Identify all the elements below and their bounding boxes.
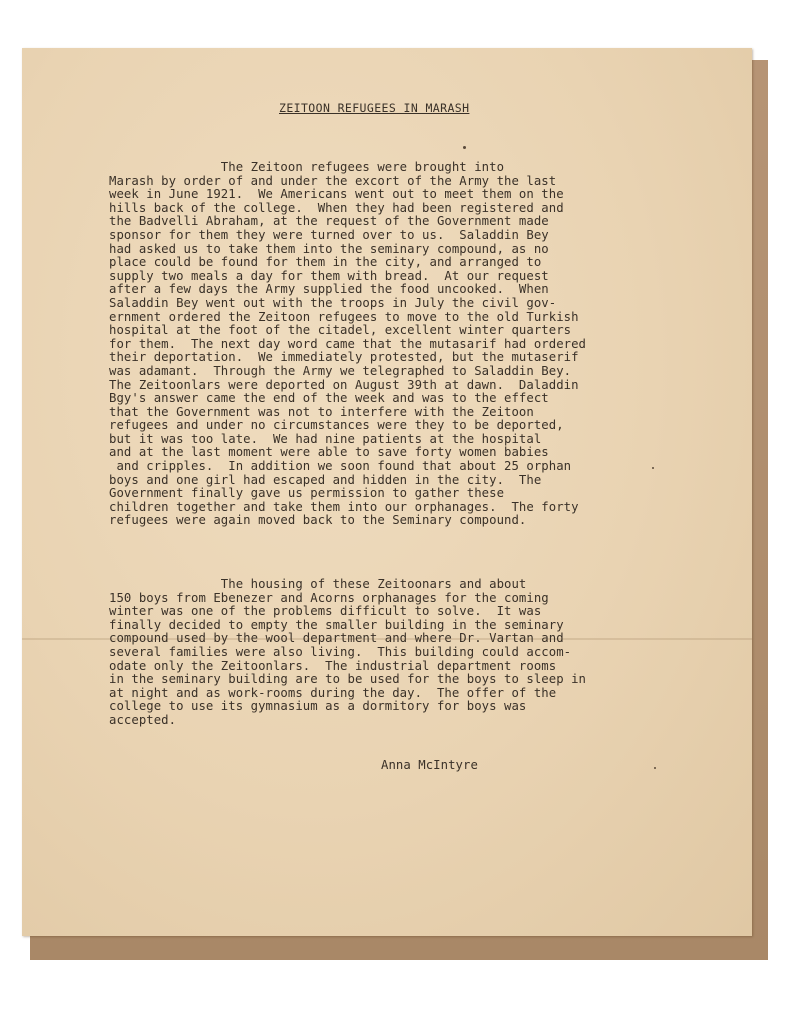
document-title: ZEITOON REFUGEES IN MARASH — [279, 101, 470, 115]
paragraph-1-line: Saladdin Bey went out with the troops in July the civil gov- — [109, 295, 557, 310]
paragraph-1-line: week in June 1921. We Americans went out to meet them on the — [109, 187, 564, 202]
paragraph-2-line: in the seminary building are to be used for the boys to sleep in — [109, 672, 587, 687]
paragraph-1-line: and at the last moment were able to save forty women babies — [109, 445, 549, 460]
paragraph-1-line: but it was too late. We had nine patients at the hospital — [109, 431, 542, 446]
paragraph-1-line: place could be found for them in the city, and arranged to — [109, 255, 542, 270]
paragraph-2-line: at night and as work-rooms during the day. The offer of the — [109, 685, 557, 700]
paragraph-2-line: several families were also living. This building could accom- — [109, 644, 572, 659]
ink-speck — [652, 467, 654, 469]
paragraph-1-line: supply two meals a day for them with bread. At our request — [109, 268, 549, 283]
paragraph-1-line: the Badvelli Abraham, at the request of the Government made — [109, 214, 549, 229]
paragraph-1-line: The Zeitoon refugees were brought into — [109, 160, 505, 174]
paragraph-1-line: and cripples. In addition we soon found that about 25 orphan — [109, 459, 572, 474]
paragraph-1-line: refugees were again moved back to the Seminary compound. — [109, 513, 527, 528]
signature: Anna McIntyre — [381, 758, 478, 772]
paragraph-1-line: The Zeitoonlars were deported on August 39th at dawn. Daladdin — [109, 377, 579, 392]
paragraph-1-line: refugees and under no circumstances were they to be deported, — [109, 418, 564, 433]
paragraph-2-line: finally decided to empty the smaller building in the seminary — [109, 617, 564, 632]
paragraph-1-line: their deportation. We immediately protested, but the mutaserif — [109, 350, 579, 365]
paragraph-1-line: Marash by order of and under the excort of the Army the last — [109, 173, 557, 188]
paragraph-2-line: compound used by the wool department and where Dr. Vartan and — [109, 631, 564, 646]
paragraph-1-line: Bgy's answer came the end of the week and was to the effect — [109, 391, 549, 406]
paragraph-1-line: that the Government was not to interfere with the Zeitoon — [109, 404, 534, 419]
paragraph-1-line: for them. The next day word came that the mutasarif had ordered — [109, 336, 587, 351]
paragraph-2-line: 150 boys from Ebenezer and Acorns orphanages for the coming — [109, 590, 549, 605]
paragraph-1 — [109, 161, 586, 528]
paragraph-2 — [109, 578, 586, 728]
paragraph-1-line: Government finally gave us permission to gather these — [109, 486, 505, 501]
paragraph-1-line: had asked us to take them into the seminary compound, as no — [109, 241, 549, 256]
paragraph-2-line: The housing of these Zeitoonars and about — [109, 577, 527, 591]
paragraph-1-line: ernment ordered the Zeitoon refugees to move to the old Turkish — [109, 309, 579, 324]
paragraph-2-line: accepted. — [109, 712, 177, 727]
paragraph-1-line: after a few days the Army supplied the food uncooked. When — [109, 282, 549, 297]
paragraph-2-line: odate only the Zeitoonlars. The industrial department rooms — [109, 658, 557, 673]
paragraph-1-line: boys and one girl had escaped and hidden in the city. The — [109, 472, 542, 487]
paragraph-1-line: was adamant. Through the Army we telegraphed to Saladdin Bey. — [109, 363, 572, 378]
paragraph-2-line: college to use its gymnasium as a dormitory for boys was — [109, 699, 527, 714]
paragraph-1-line: children together and take them into our orphanages. The forty — [109, 499, 579, 514]
paragraph-1-line: sponsor for them they were turned over to us. Saladdin Bey — [109, 227, 549, 242]
typed-page — [22, 48, 752, 936]
ink-speck — [654, 767, 656, 769]
paragraph-2-line: winter was one of the problems difficult to solve. It was — [109, 604, 542, 619]
ink-speck — [463, 146, 466, 149]
paragraph-1-line: hospital at the foot of the citadel, excellent winter quarters — [109, 323, 572, 338]
paragraph-1-line: hills back of the college. When they had been registered and — [109, 200, 564, 215]
